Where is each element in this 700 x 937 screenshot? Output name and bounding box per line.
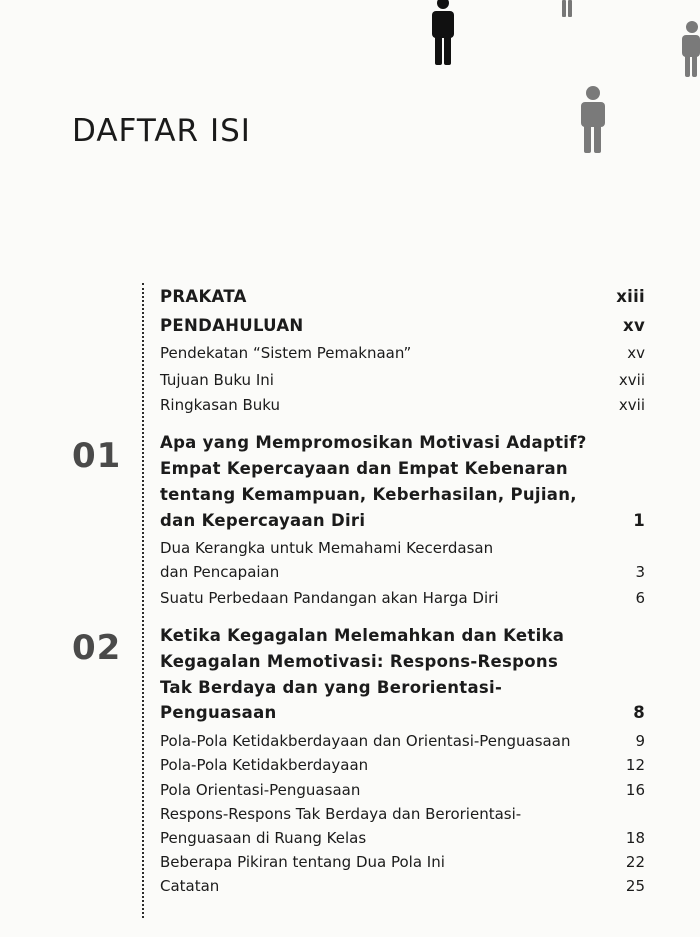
toc-entry-label: Pola-Pola Ketidakberdayaan bbox=[160, 756, 369, 774]
toc-section[interactable] bbox=[160, 829, 645, 847]
toc-entry-tujuan[interactable] bbox=[160, 371, 645, 389]
person-figure-gray-top-icon bbox=[560, 0, 574, 18]
toc-entry-page: xv bbox=[627, 344, 645, 362]
toc-entry-pendekatan[interactable] bbox=[160, 344, 645, 362]
chapter-title-last-line[interactable] bbox=[160, 511, 645, 530]
toc-entry-page: xv bbox=[623, 316, 645, 335]
toc-entry-page: 9 bbox=[635, 732, 645, 750]
toc-section-line[interactable]: Dua Kerangka untuk Memahami Kecerdasan bbox=[160, 539, 494, 557]
toc-entry-label: Suatu Perbedaan Pandangan akan Harga Diri bbox=[160, 589, 499, 607]
toc-entry-label: Catatan bbox=[160, 877, 220, 895]
toc-entry-page: xvii bbox=[618, 371, 645, 389]
person-figure-dark-icon bbox=[425, 0, 461, 66]
chapter-title-line: dan Kepercayaan Diri bbox=[160, 511, 366, 530]
toc-section[interactable] bbox=[160, 589, 645, 607]
toc-entry-page: 1 bbox=[633, 511, 645, 530]
toc-entry-label: Pola-Pola Ketidakberdayaan dan Orientasi-Penguasaan bbox=[160, 732, 571, 750]
toc-entry-page: xvii bbox=[618, 396, 645, 414]
toc-entry-label: Tujuan Buku Ini bbox=[160, 371, 274, 389]
page-title: DAFTAR ISI bbox=[72, 113, 251, 149]
chapter-number: 01 bbox=[72, 436, 122, 476]
chapter-title-last-line[interactable] bbox=[160, 703, 645, 722]
toc-section[interactable] bbox=[160, 732, 645, 750]
toc-entry-page: 8 bbox=[633, 703, 645, 722]
toc-entry-page: 12 bbox=[625, 756, 645, 774]
person-figure-gray-icon bbox=[578, 86, 608, 154]
toc-entry-label: Penguasaan di Ruang Kelas bbox=[160, 829, 367, 847]
toc-section[interactable] bbox=[160, 781, 645, 799]
toc-section[interactable] bbox=[160, 563, 645, 581]
toc-entry-label: Pendekatan “Sistem Pemaknaan” bbox=[160, 344, 412, 362]
person-figure-gray-right-icon bbox=[676, 20, 700, 78]
dotted-divider bbox=[142, 283, 144, 918]
toc-entry-ringkasan[interactable] bbox=[160, 396, 645, 414]
toc-entry-page: 6 bbox=[635, 589, 645, 607]
chapter-title-line: Tak Berdaya dan yang Berorientasi- bbox=[160, 678, 503, 697]
toc-entry-page: 25 bbox=[625, 877, 645, 895]
chapter-title-line: Empat Kepercayaan dan Empat Kebenaran bbox=[160, 459, 568, 478]
toc-entry-label: PENDAHULUAN bbox=[160, 316, 304, 335]
toc-section-line[interactable]: Respons-Respons Tak Berdaya dan Berorientasi- bbox=[160, 805, 522, 823]
chapter-title-line: Penguasaan bbox=[160, 703, 277, 722]
chapter-title-line: Apa yang Mempromosikan Motivasi Adaptif? bbox=[160, 433, 587, 452]
chapter-title-line: Kegagalan Memotivasi: Respons-Respons bbox=[160, 652, 559, 671]
toc-entry-label: PRAKATA bbox=[160, 287, 247, 306]
toc-entry-pendahuluan[interactable] bbox=[160, 316, 645, 335]
toc-entry-page: 16 bbox=[625, 781, 645, 799]
chapter-title-line: Ketika Kegagalan Melemahkan dan Ketika bbox=[160, 626, 565, 645]
toc-entry-page: 18 bbox=[625, 829, 645, 847]
toc-section[interactable] bbox=[160, 877, 645, 895]
toc-entry-label: dan Pencapaian bbox=[160, 563, 280, 581]
toc-entry-label: Beberapa Pikiran tentang Dua Pola Ini bbox=[160, 853, 445, 871]
toc-entry-prakata[interactable] bbox=[160, 287, 645, 306]
toc-entry-label: Ringkasan Buku bbox=[160, 396, 281, 414]
chapter-number: 02 bbox=[72, 628, 122, 668]
toc-entry-page: xiii bbox=[616, 287, 645, 306]
toc-entry-label: Pola Orientasi-Penguasaan bbox=[160, 781, 361, 799]
toc-section[interactable] bbox=[160, 756, 645, 774]
toc-section[interactable] bbox=[160, 853, 645, 871]
toc-entry-page: 3 bbox=[635, 563, 645, 581]
toc-entry-page: 22 bbox=[625, 853, 645, 871]
chapter-title-line: tentang Kemampuan, Keberhasilan, Pujian, bbox=[160, 485, 577, 504]
